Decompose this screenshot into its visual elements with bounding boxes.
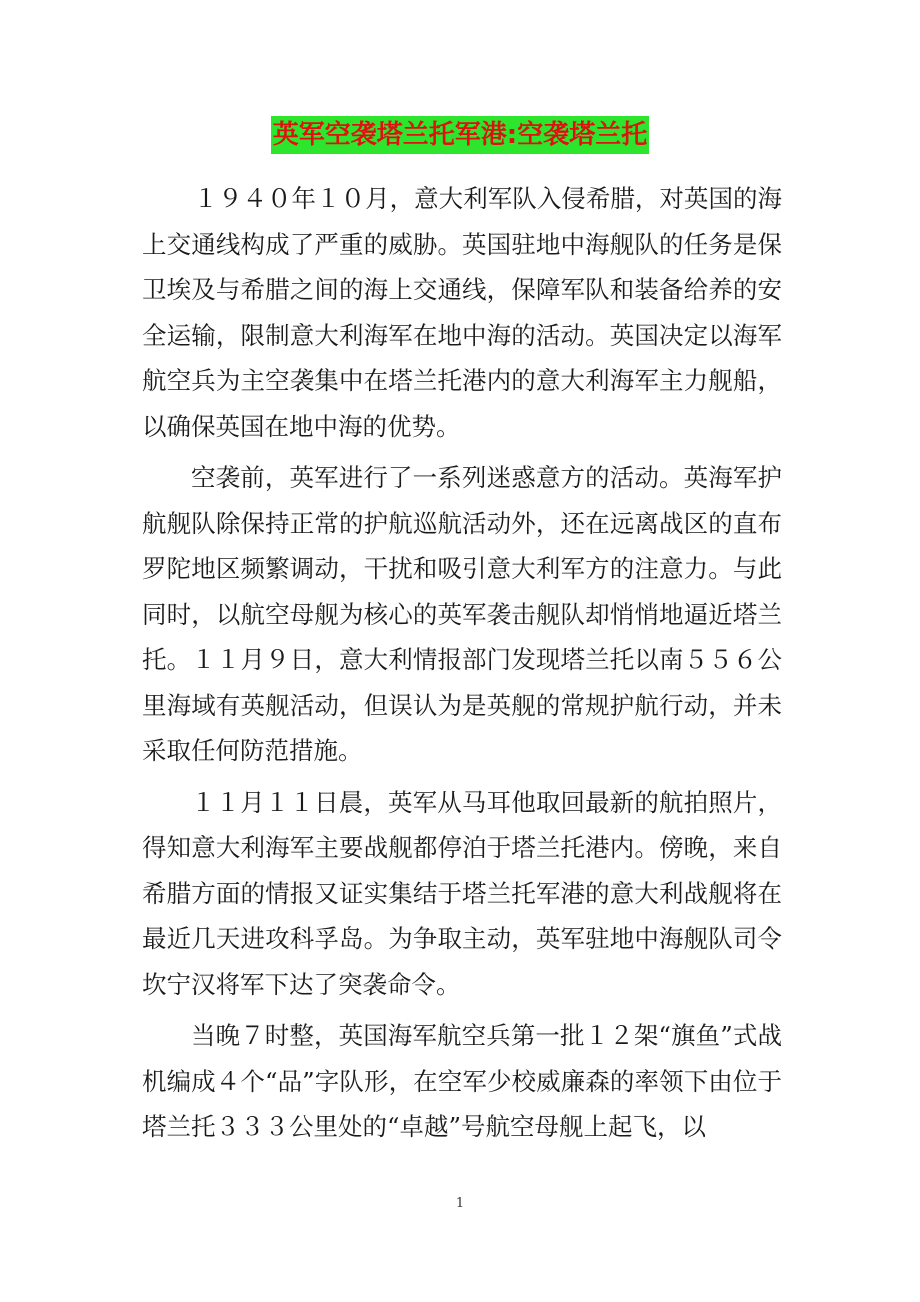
page-number: 1 (455, 1196, 465, 1211)
paragraph-2: 空袭前，英军进行了一系列迷惑意方的活动。英海军护航舰队除保持正常的护航巡航活动外，还在远离战区的直布罗陀地区频繁调动，干扰和吸引意大利军方的注意力。与此同时，以航空母舰为核心的英军袭击舰队却悄悄地逼近塔兰托。１１月９日，意大利情报部门发现塔兰托以南５５６公里海域有英舰活动，但误认为是英舰的常规护航行动，并未采取任何防范措施。 (142, 463, 782, 765)
title-container (0, 116, 920, 154)
document-title: 英军空袭塔兰托军港:空袭塔兰托 (271, 116, 649, 154)
document-body (142, 176, 782, 1150)
paragraph-1: １９４０年１０月，意大利军队入侵希腊，对英国的海上交通线构成了严重的威胁。英国驻地中海舰队的任务是保卫埃及与希腊之间的海上交通线，保障军队和装备给养的安全运输，限制意大利海军在地中海的活动。英国决定以海军航空兵为主空袭集中在塔兰托港内的意大利海军主力舰船，以确保英国在地中海的优势。 (142, 184, 782, 441)
paragraph-3: １１月１１日晨，英军从马耳他取回最新的航拍照片，得知意大利海军主要战舰都停泊于塔兰托港内。傍晚，来自希腊方面的情报又证实集结于塔兰托军港的意大利战舰将在最近几天进攻科孚岛。为争取主动，英军驻地中海舰队司令坎宁汉将军下达了突袭命令。 (142, 787, 782, 999)
paragraph-4: 当晚７时整，英国海军航空兵第一批１２架“旗鱼”式战机编成４个“品”字队形，在空军少校威廉森的率领下由位于塔兰托３３３公里处的“卓越”号航空母舰上起飞，以 (142, 1021, 782, 1141)
